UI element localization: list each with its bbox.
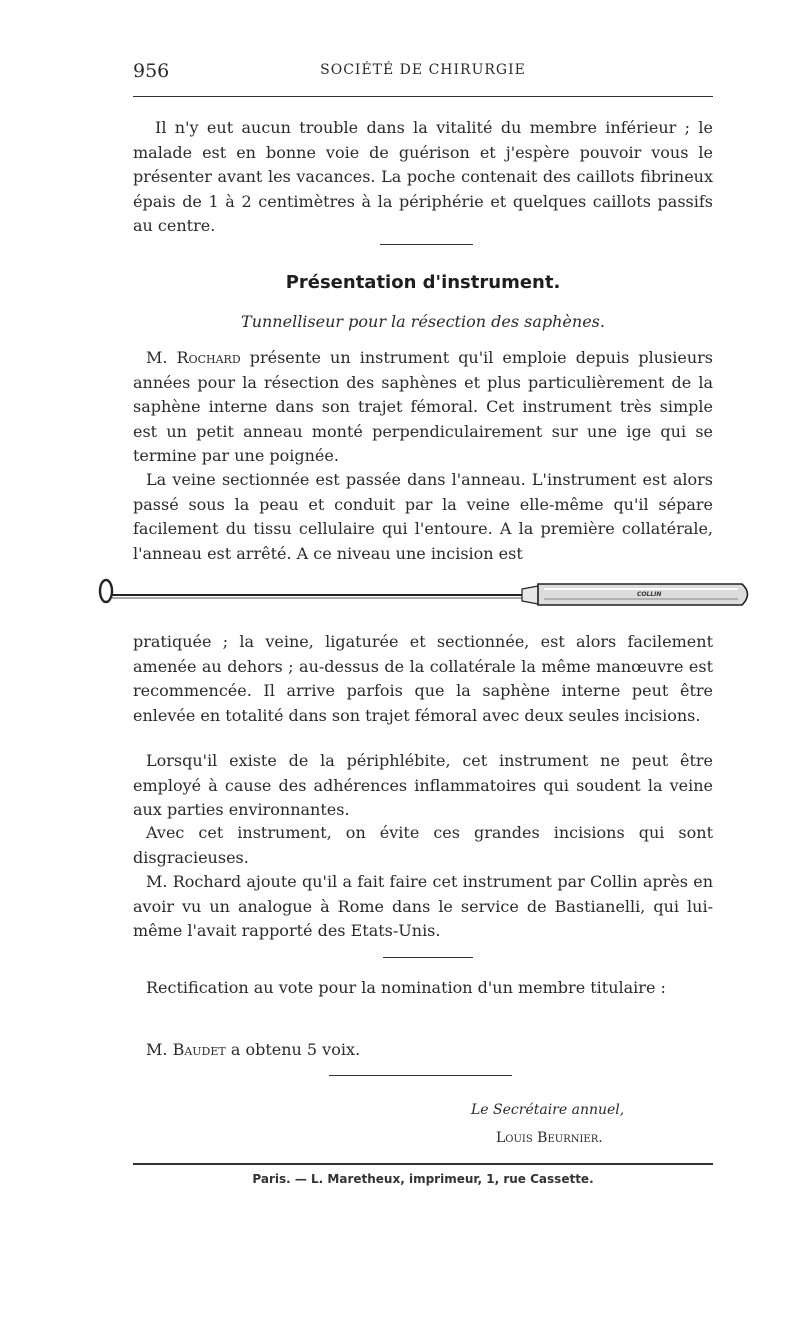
page-number: 956 (133, 60, 170, 82)
signature-name: Louis Beurnier. (496, 1130, 603, 1146)
paragraph-periphlebitis: Lorsqu'il existe de la périphlébite, cet instrument ne peut être employé à cause des adhérences inflammatoires qui soudent la veine aux parties environnantes. (133, 751, 713, 820)
section-subtitle: Tunnelliseur pour la résection des saphènes. (241, 312, 605, 331)
section-divider-rule (380, 244, 473, 245)
section-divider-rule (329, 1075, 512, 1076)
paragraph-rectification: Rectification au vote pour la nomination d'un membre titulaire : (146, 978, 666, 997)
paragraph-closing-case: Il n'y eut aucun trouble dans la vitalité du membre inférieur ; le malade est en bonne voie de guérison et j'espère pouvoir vous le présenter avant les vacances. La poche contenait des caillots fibrineux épais de 1 à 2 centimètres à la périphérie et quelques caillots passifs au centre. (133, 118, 713, 236)
instrument-ring (100, 580, 112, 602)
paragraph-technique-continued: pratiquée ; la veine, ligaturée et sectionnée, est alors facilement amenée au dehors ; au-dessus de la collatérale la même manœuvre est recommencée. Il arrive parfois que la saphène interne peut être enlevée en totalité dans son trajet fémoral avec deux seules incisions. (133, 632, 713, 725)
running-head (133, 56, 713, 86)
section-title: Présentation d'instrument. (285, 272, 561, 293)
vote-prefix: M. (146, 1040, 173, 1059)
printer-imprint: Paris. — L. Maretheux, imprimeur, 1, rue Cassette. (252, 1172, 594, 1186)
header-rule (133, 96, 713, 97)
instrument-collar (522, 586, 538, 604)
paragraph-origin: M. Rochard ajoute qu'il a fait faire cet instrument par Collin après en avoir vu un analogue à Rome dans le service de Bastianelli, qui lui-même l'avait rapporté des Etats-Unis. (133, 872, 713, 941)
vote-suffix: a obtenu 5 voix. (225, 1040, 361, 1059)
instrument-maker-mark: COLLIN (637, 591, 662, 598)
footer-rule (133, 1163, 713, 1165)
tunnelliseur-instrument-illustration (92, 572, 762, 610)
paragraph-vote-result (133, 1038, 713, 1063)
signature-role: Le Secrétaire annuel, (471, 1102, 625, 1118)
paragraph-text: présente un instrument qu'il emploie depuis plusieurs années pour la résection des saphènes et plus particulièrement de la saphène interne dans son trajet fémoral. Cet instrument très simple est un petit anneau monté perpendiculairement sur une ige qui se termine par une poignée. (133, 348, 714, 466)
paragraph-technique: La veine sectionnée est passée dans l'anneau. L'instrument est alors passé sous la peau et conduit par la veine elle-même qu'il sépare facilement du tissu cellulaire qui l'entoure. A la première collatérale, l'anneau est arrêté. A ce niveau une incision est (133, 470, 713, 563)
member-name: Baudet (172, 1040, 226, 1059)
section-divider-rule (383, 957, 473, 958)
paragraph-rochard-presentation (133, 346, 713, 469)
speaker-name: M. Rochard (146, 348, 241, 367)
journal-title: SOCIÉTÉ DE CHIRURGIE (320, 62, 526, 78)
paragraph-advantages: Avec cet instrument, on évite ces grandes incisions qui sont disgracieuses. (133, 823, 713, 867)
